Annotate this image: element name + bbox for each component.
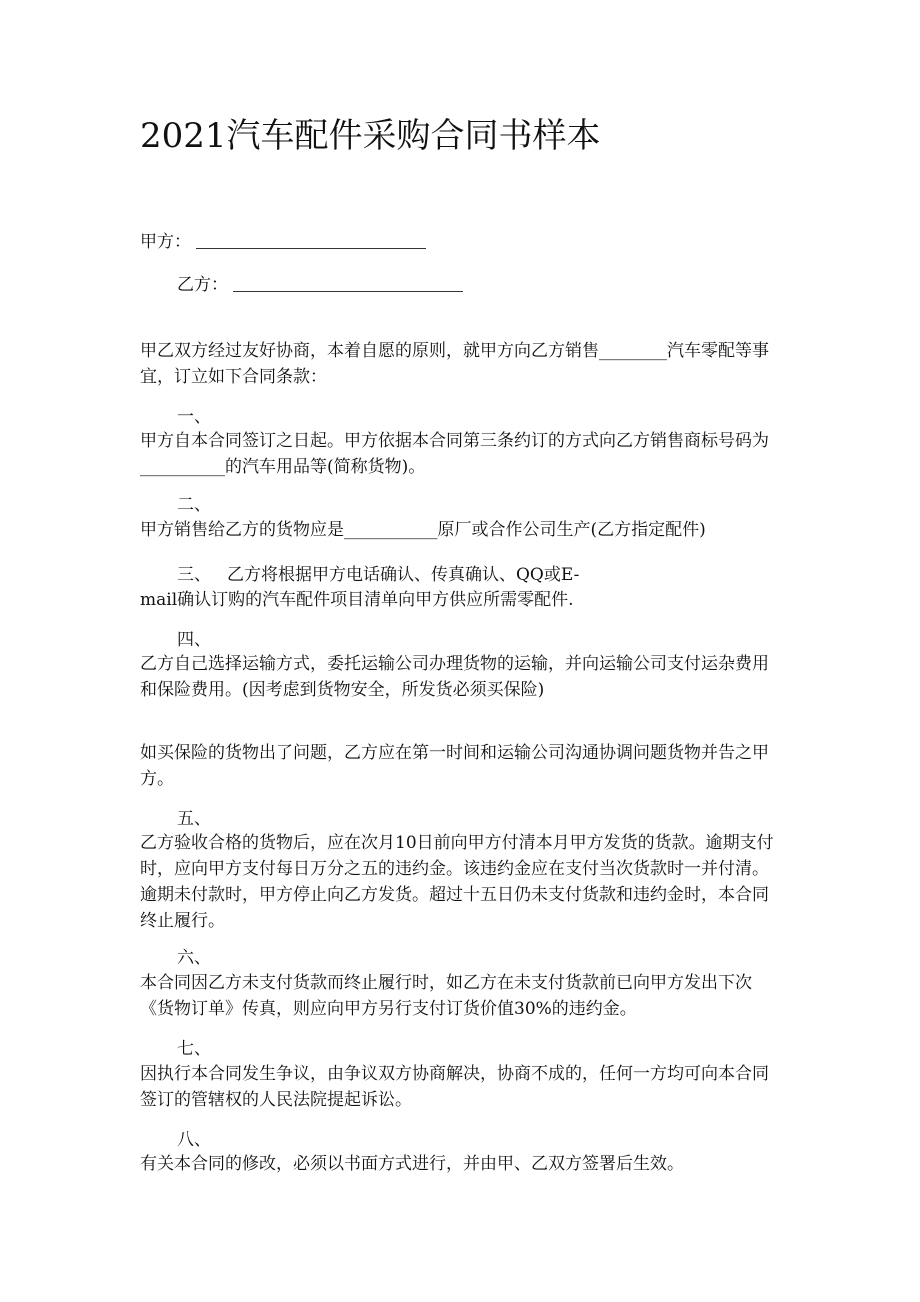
- clause-4-number: 四、: [177, 630, 211, 650]
- party-a-label: 甲方：: [140, 232, 191, 252]
- clause-3-text-line2: mail确认订购的汽车配件项目清单向甲方供应所需零配件.: [140, 590, 574, 610]
- clause-8-number: 八、: [177, 1130, 211, 1150]
- party-a-blank-line: [196, 247, 426, 249]
- intro-paragraph: 甲乙双方经过友好协商，本着自愿的原则，就甲方向乙方销售________汽车零配等事宜，订立如下合同条款：: [140, 341, 769, 387]
- document-title: 2021汽车配件采购合同书样本: [140, 116, 601, 156]
- clause-4-text: 乙方自己选择运输方式，委托运输公司办理货物的运输，并向运输公司支付运杂费用和保险费用。(因考虑到货物安全，所发货必须买保险): [140, 654, 769, 700]
- party-b-label: 乙方：: [177, 275, 228, 295]
- clause-8-text: 有关本合同的修改，必须以书面方式进行，并由甲、乙双方签署后生效。: [140, 1154, 684, 1174]
- clause-2-number: 二、: [177, 495, 211, 515]
- clause-2-text: 甲方销售给乙方的货物应是___________原厂或合作公司生产(乙方指定配件): [140, 520, 706, 540]
- clause-6-number: 六、: [177, 948, 211, 968]
- party-b-blank-line: [233, 290, 463, 292]
- clause-7-text: 因执行本合同发生争议，由争议双方协商解决，协商不成的，任何一方均可向本合同签订的管辖权的人民法院提起诉讼。: [140, 1064, 769, 1110]
- clause-3-number: 三、: [177, 565, 211, 585]
- insurance-paragraph: 如买保险的货物出了问题，乙方应在第一时间和运输公司沟通协调问题货物并告之甲方。: [140, 743, 769, 789]
- clause-1-number: 一、: [177, 407, 211, 427]
- clause-7-number: 七、: [177, 1039, 211, 1059]
- clause-5-number: 五、: [177, 809, 211, 829]
- clause-5-text: 乙方验收合格的货物后，应在次月10日前向甲方付清本月甲方发货的货款。逾期支付时，应向甲方支付每日万分之五的违约金。该违约金应在支付当次货款时一并付清。逾期未付款时，甲方停止向乙方发货。超过十五日仍未支付货款和违约金时，本合同终止履行。: [140, 833, 774, 931]
- clause-1-text: 甲方自本合同签订之日起。甲方依据本合同第三条约订的方式向乙方销售商标号码为__________的汽车用品等(简称货物)。: [140, 431, 769, 477]
- clause-3-text-line1: 乙方将根据甲方电话确认、传真确认、QQ或E-: [227, 565, 580, 585]
- clause-6-text: 本合同因乙方未支付货款而终止履行时，如乙方在未支付货款前已向甲方发出下次《货物订单》传真，则应向甲方另行支付订货价值30%的违约金。: [140, 973, 752, 1019]
